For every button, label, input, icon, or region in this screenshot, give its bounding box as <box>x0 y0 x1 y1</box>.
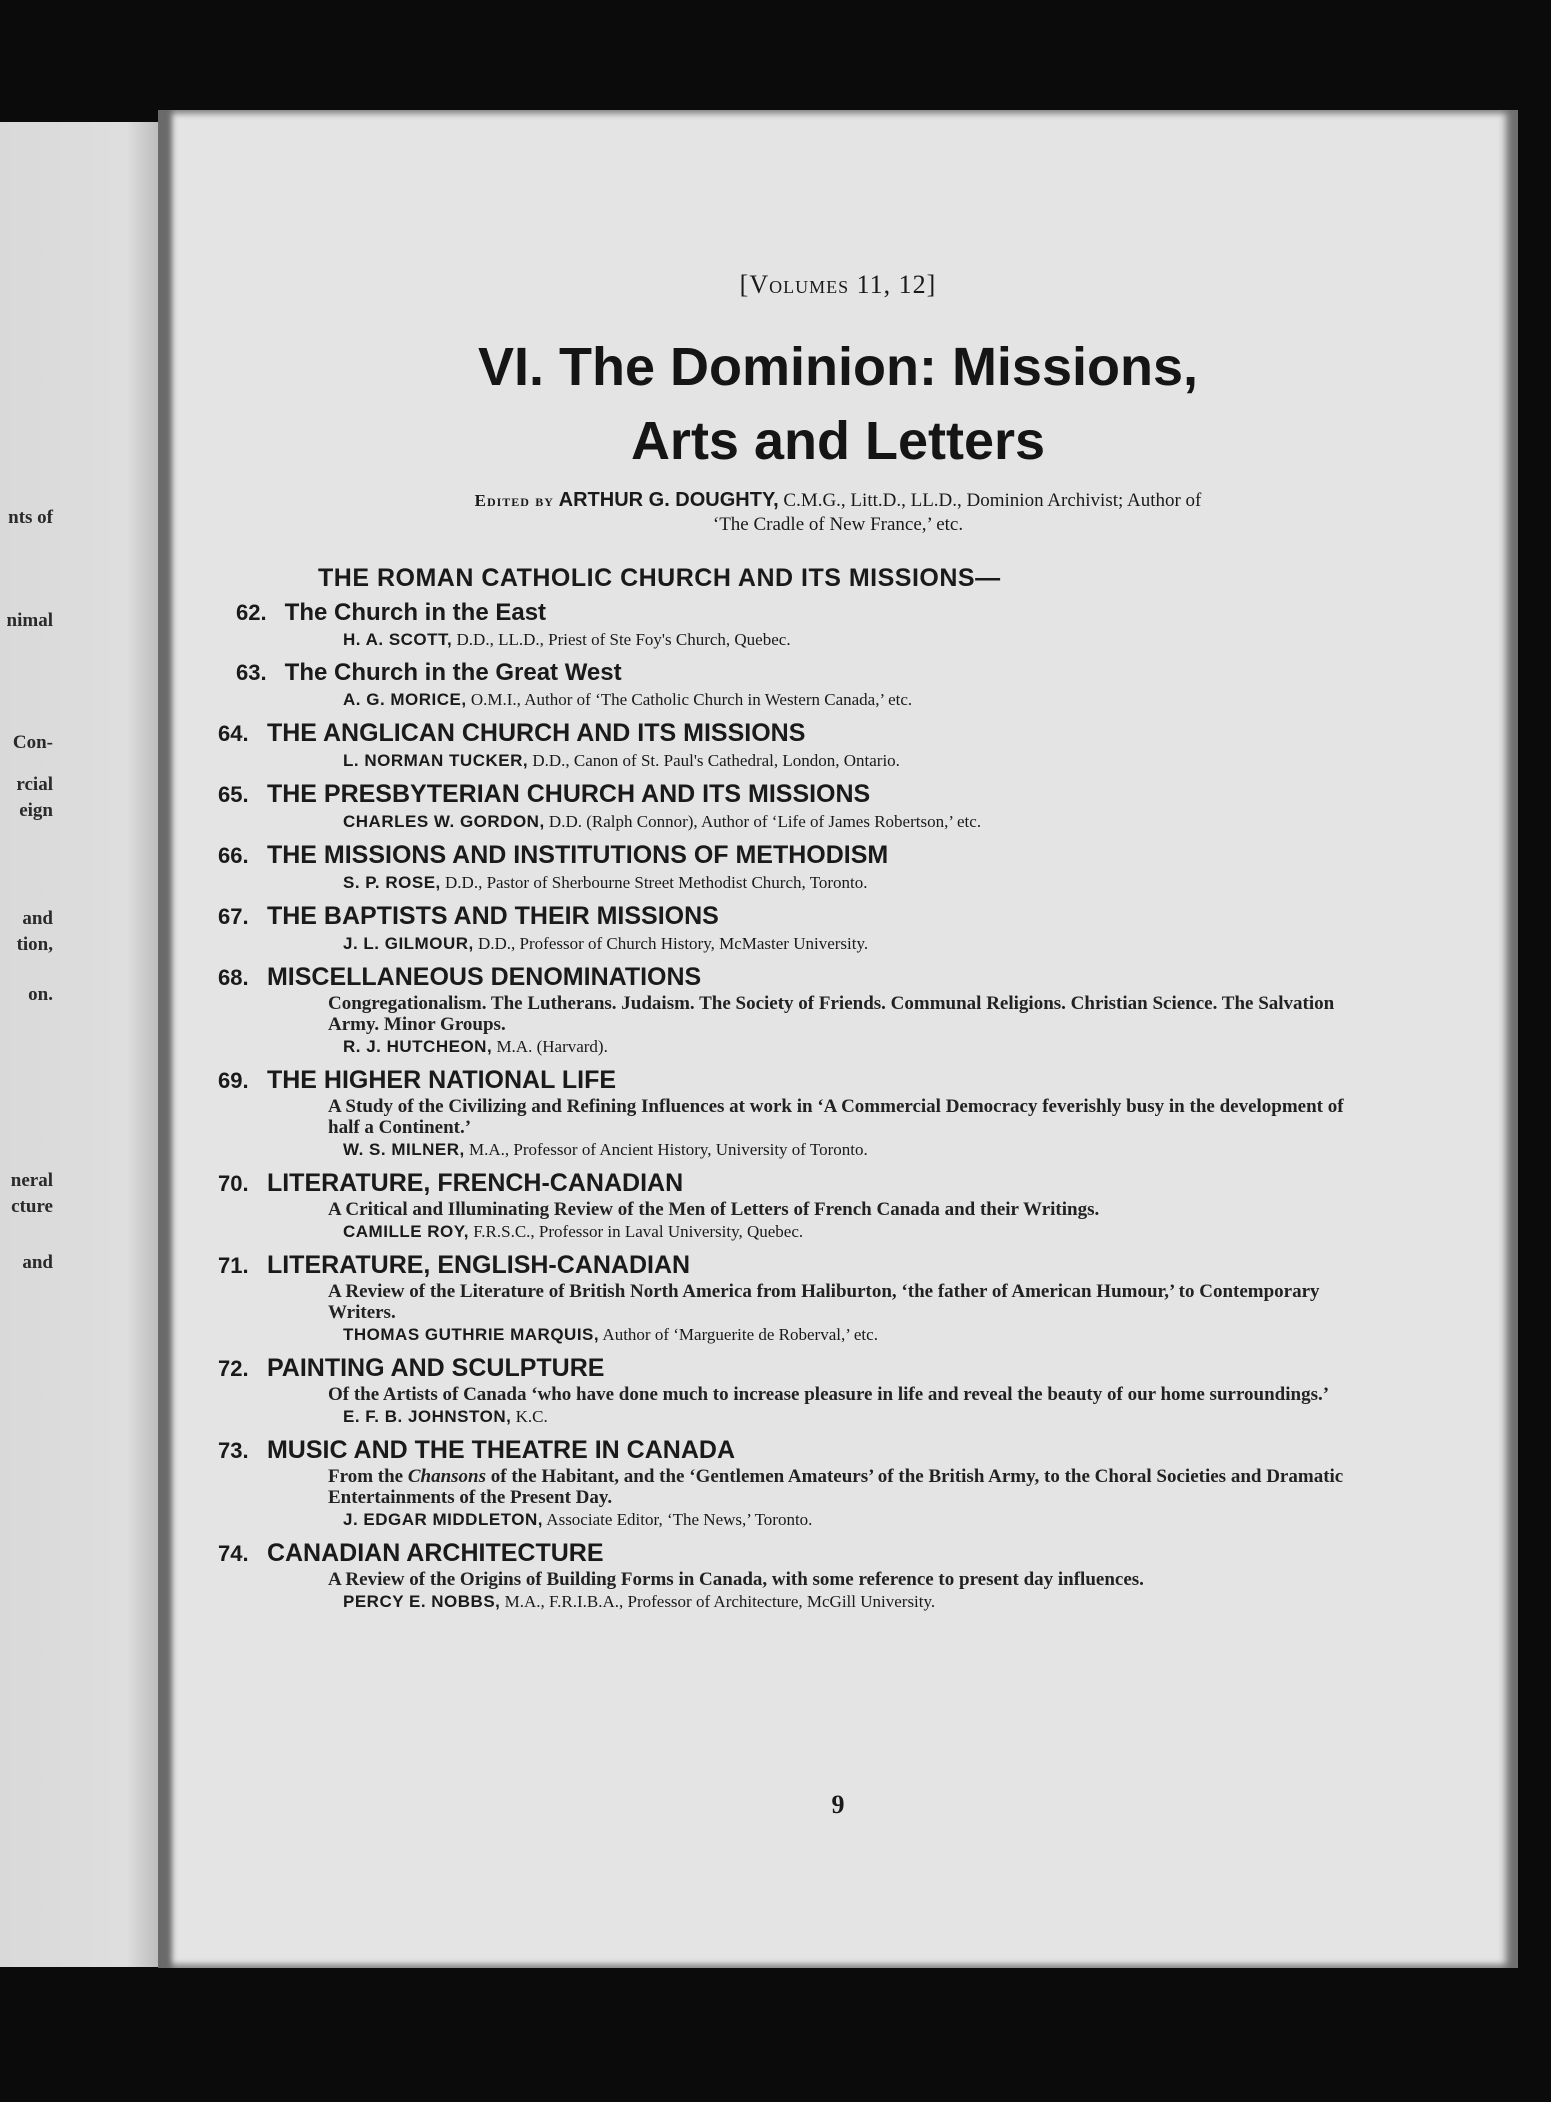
author-name: THOMAS GUTHRIE MARQUIS, <box>343 1325 600 1344</box>
facing-page-fragment: on. <box>28 984 53 1005</box>
author-details: D.D., LL.D., Priest of Ste Foy's Church, Quebec. <box>456 630 791 649</box>
editor-credit <box>298 488 1378 537</box>
facing-page-fragment: and <box>22 1252 53 1273</box>
entry-author <box>218 1323 1368 1347</box>
contents-entry <box>218 779 1368 834</box>
author-name: CHARLES W. GORDON, <box>343 812 545 831</box>
author-details: O.M.I., Author of ‘The Catholic Church in Western Canada,’ etc. <box>470 690 913 709</box>
title-line-1: VI. The Dominion: Missions, <box>477 337 1199 397</box>
entry-author <box>218 932 1368 956</box>
page-content <box>158 110 1518 1968</box>
entry-author <box>218 1590 1368 1614</box>
entry-number: 72. <box>218 1356 249 1381</box>
volume-reference: [Volumes 11, 12] <box>739 270 937 299</box>
entry-author <box>218 871 1368 895</box>
entry-number: 73. <box>218 1438 249 1463</box>
entry-heading <box>218 1435 1368 1466</box>
entry-description <box>218 1466 1368 1508</box>
entry-description-text: A Study of the Civilizing and Refining Influences at work in ‘A Commercial Democracy feverishly busy in the development of half a Continent.’ <box>328 1096 1344 1138</box>
entry-description <box>218 1281 1368 1323</box>
facing-page-fragment: nimal <box>6 610 53 631</box>
author-details: M.A. (Harvard). <box>496 1037 608 1056</box>
entry-number: 68. <box>218 965 249 990</box>
entry-author <box>218 628 1368 652</box>
entry-description-text: of the Habitant, and the ‘Gentlemen Amateurs’ of the British Army, to the Choral Societies and Dramatic Entertainments of the Present Day. <box>328 1466 1344 1508</box>
contents-entry <box>218 598 1368 652</box>
facing-page-fragment: neral <box>10 1170 53 1191</box>
entry-number: 70. <box>218 1171 249 1196</box>
contents-list <box>218 598 1368 1620</box>
entry-heading <box>218 1538 1368 1569</box>
entry-description <box>218 1096 1368 1138</box>
entry-heading <box>218 962 1368 993</box>
facing-page-fragment: Con- <box>12 732 53 753</box>
entry-number: 64. <box>218 721 249 746</box>
facing-page-edge <box>0 122 158 1967</box>
entry-description <box>218 1569 1368 1590</box>
entry-title: LITERATURE, FRENCH-CANADIAN <box>266 1169 684 1197</box>
entry-heading <box>218 1250 1368 1281</box>
entry-author <box>218 1220 1368 1244</box>
entry-heading <box>218 779 1368 810</box>
facing-page-fragment: tion, <box>16 934 53 955</box>
entry-heading <box>218 1168 1368 1199</box>
entry-description <box>218 1384 1368 1405</box>
entry-author <box>218 1405 1368 1429</box>
author-name: PERCY E. NOBBS, <box>343 1592 501 1611</box>
entry-heading <box>218 1353 1368 1384</box>
entry-number: 71. <box>218 1253 249 1278</box>
author-name: E. F. B. JOHNSTON, <box>343 1407 512 1426</box>
facing-page-fragment: rcial <box>16 774 53 795</box>
entry-heading <box>218 1065 1368 1096</box>
facing-page-fragment: cture <box>11 1196 53 1217</box>
entry-title: THE ANGLICAN CHURCH AND ITS MISSIONS <box>266 719 806 747</box>
entry-number: 62. <box>236 600 267 625</box>
entry-title: LITERATURE, ENGLISH-CANADIAN <box>266 1251 691 1279</box>
entry-number: 65. <box>218 782 249 807</box>
entry-heading <box>218 658 1368 688</box>
entry-author <box>218 810 1368 834</box>
editor-credentials: C.M.G., Litt.D., LL.D., Dominion Archivist; Author of <box>783 490 1202 511</box>
author-name: J. L. GILMOUR, <box>343 934 474 953</box>
page-number: 9 <box>831 1790 845 1819</box>
author-details: M.A., Professor of Ancient History, University of Toronto. <box>468 1140 868 1159</box>
author-details: D.D., Pastor of Sherbourne Street Methodist Church, Toronto. <box>445 873 868 892</box>
page-title <box>158 330 1518 478</box>
author-name: W. S. MILNER, <box>343 1140 465 1159</box>
entry-title: THE HIGHER NATIONAL LIFE <box>266 1066 617 1094</box>
contents-entry <box>218 1435 1368 1532</box>
entry-author <box>218 749 1368 773</box>
entry-author <box>218 1508 1368 1532</box>
contents-entry <box>218 718 1368 773</box>
entry-description-prefix: From the <box>328 1466 408 1487</box>
entry-heading <box>218 598 1368 628</box>
entry-heading <box>218 718 1368 749</box>
contents-entry <box>218 962 1368 1059</box>
entry-title: THE BAPTISTS AND THEIR MISSIONS <box>266 902 719 930</box>
author-details: D.D., Professor of Church History, McMaster University. <box>477 934 869 953</box>
editor-name: ARTHUR G. DOUGHTY, <box>558 489 779 511</box>
entry-number: 69. <box>218 1068 249 1093</box>
entry-title: MUSIC AND THE THEATRE IN CANADA <box>266 1436 735 1464</box>
entry-description-text: Congregationalism. The Lutherans. Judaism. The Society of Friends. Communal Religions. Christian Science. The Salvation Army. Minor Groups. <box>328 993 1335 1035</box>
author-details: F.R.S.C., Professor in Laval University, Quebec. <box>473 1222 804 1241</box>
editor-label: Edited by <box>474 491 554 510</box>
contents-entry <box>218 840 1368 895</box>
contents-entry <box>218 1065 1368 1162</box>
author-name: R. J. HUTCHEON, <box>343 1037 493 1056</box>
entry-description-text: A Critical and Illuminating Review of the Men of Letters of French Canada and their Writings. <box>328 1199 1100 1220</box>
entry-author <box>218 1138 1368 1162</box>
contents-entry <box>218 1353 1368 1429</box>
contents-entry <box>218 1538 1368 1614</box>
editor-line-1 <box>298 488 1378 513</box>
entry-number: 66. <box>218 843 249 868</box>
facing-page-fragment: and <box>22 908 53 929</box>
entry-title: The Church in the East <box>284 599 547 626</box>
author-details: Associate Editor, ‘The News,’ Toronto. <box>546 1510 813 1529</box>
facing-page-fragment: eign <box>19 800 53 821</box>
entry-number: 67. <box>218 904 249 929</box>
author-name: L. NORMAN TUCKER, <box>343 751 529 770</box>
entry-number: 63. <box>236 660 267 685</box>
entry-description-text: A Review of the Origins of Building Forms in Canada, with some reference to present day influences. <box>328 1569 1144 1590</box>
contents-entry <box>218 658 1368 712</box>
facing-page-fragment: nts of <box>8 507 53 528</box>
author-name: CAMILLE ROY, <box>343 1222 469 1241</box>
author-name: J. EDGAR MIDDLETON, <box>343 1510 543 1529</box>
entry-title: PAINTING AND SCULPTURE <box>266 1354 605 1382</box>
author-details: D.D., Canon of St. Paul's Cathedral, London, Ontario. <box>532 751 900 770</box>
entry-description-text: Of the Artists of Canada ‘who have done much to increase pleasure in life and reveal the beauty of our home surroundings.’ <box>328 1384 1330 1405</box>
entry-description <box>218 993 1368 1035</box>
contents-entry <box>218 1168 1368 1244</box>
entry-description-italic: Chansons <box>407 1466 487 1487</box>
title-line-2: Arts and Letters <box>630 411 1046 471</box>
section-heading: THE ROMAN CATHOLIC CHURCH AND ITS MISSIONS— <box>318 564 1001 592</box>
author-name: S. P. ROSE, <box>343 873 441 892</box>
entry-author <box>218 1035 1368 1059</box>
entry-title: MISCELLANEOUS DENOMINATIONS <box>266 963 702 991</box>
entry-number: 74. <box>218 1541 249 1566</box>
entry-title: The Church in the Great West <box>284 659 622 686</box>
author-details: K.C. <box>515 1407 548 1426</box>
contents-entry <box>218 901 1368 956</box>
entry-title: THE PRESBYTERIAN CHURCH AND ITS MISSIONS <box>266 780 871 808</box>
entry-title: CANADIAN ARCHITECTURE <box>266 1539 604 1567</box>
author-details: M.A., F.R.I.B.A., Professor of Architecture, McGill University. <box>504 1592 936 1611</box>
editor-line-2: ‘The Cradle of New France,’ etc. <box>712 514 964 535</box>
document-page <box>158 110 1518 1968</box>
entry-heading <box>218 840 1368 871</box>
author-details: Author of ‘Marguerite de Roberval,’ etc. <box>602 1325 878 1344</box>
entry-heading <box>218 901 1368 932</box>
entry-author <box>218 688 1368 712</box>
entry-description-text: A Review of the Literature of British North America from Haliburton, ‘the father of American Humour,’ to Contemporary Writers. <box>328 1281 1320 1323</box>
author-details: D.D. (Ralph Connor), Author of ‘Life of James Robertson,’ etc. <box>548 812 982 831</box>
author-name: H. A. SCOTT, <box>343 630 453 649</box>
entry-description <box>218 1199 1368 1220</box>
contents-entry <box>218 1250 1368 1347</box>
entry-title: THE MISSIONS AND INSTITUTIONS OF METHODISM <box>266 841 889 869</box>
author-name: A. G. MORICE, <box>343 690 467 709</box>
